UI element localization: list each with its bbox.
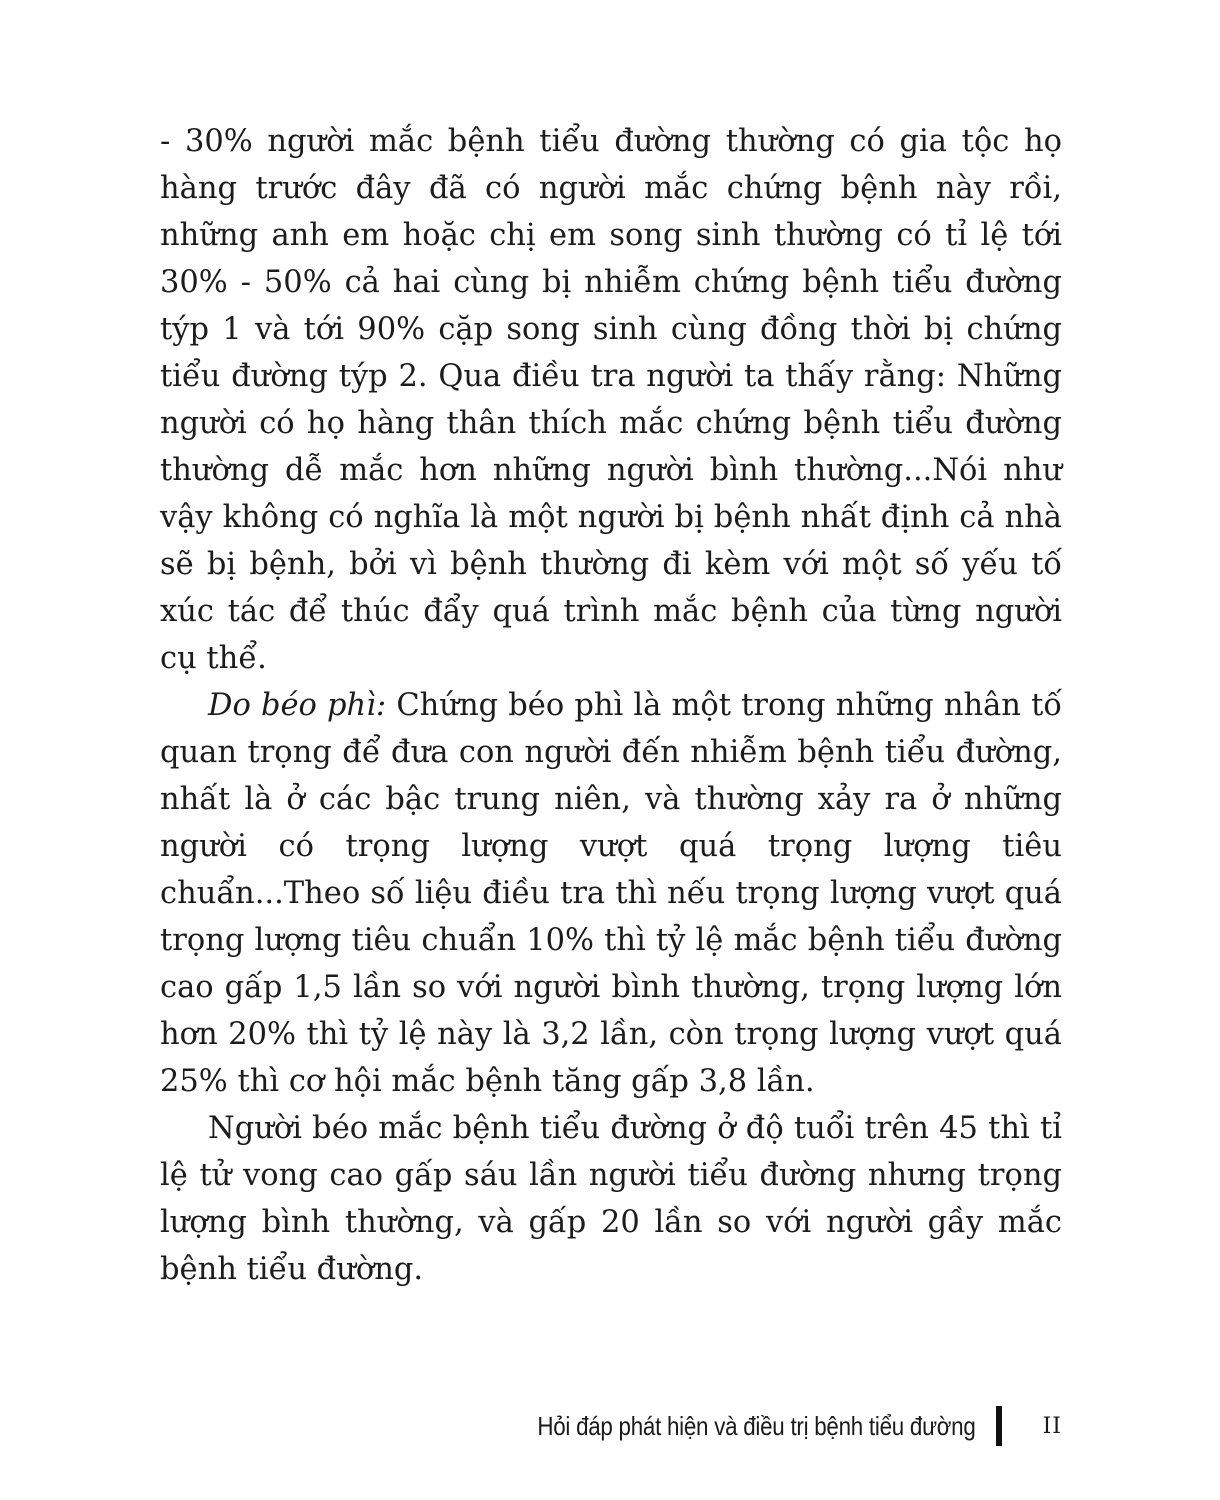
page-footer <box>160 1404 1062 1448</box>
footer-divider <box>996 1406 1002 1446</box>
book-title: Hỏi đáp phát hiện và điều trị bệnh tiểu đường <box>537 1410 976 1441</box>
paragraph-obesity-text: Chứng béo phì là một trong những nhân tố quan trọng để đưa con người đến nhiễm bệnh tiểu đường, nhất là ở các bậc trung niên, và thường xảy ra ở những người có trọng lượng vượt quá trọng lượng tiêu chuẩn...Theo số liệu điều tra thì nếu trọng lượng vượt quá trọng lượng tiêu chuẩn 10% thì tỷ lệ mắc bệnh tiểu đường cao gấp 1,5 lần so với người bình thường, trọng lượng lớn hơn 20% thì tỷ lệ này là 3,2 lần, còn trọng lượng vượt quá 25% thì cơ hội mắc bệnh tăng gấp 3,8 lần. <box>160 688 1062 1099</box>
paragraph-obesity <box>160 682 1062 1105</box>
paragraph-heredity: - 30% người mắc bệnh tiểu đường thường có gia tộc họ hàng trước đây đã có người mắc chứng bệnh này rồi, những anh em hoặc chị em song sinh thường có tỉ lệ tới 30% - 50% cả hai cùng bị nhiễm chứng bệnh tiểu đường týp 1 và tới 90% cặp song sinh cùng đồng thời bị chứng tiểu đường týp 2. Qua điều tra người ta thấy rằng: Những người có họ hàng thân thích mắc chứng bệnh tiểu đường thường dễ mắc hơn những người bình thường...Nói như vậy không có nghĩa là một người bị bệnh nhất định cả nhà sẽ bị bệnh, bởi vì bệnh thường đi kèm với một số yếu tố xúc tác để thúc đẩy quá trình mắc bệnh của từng người cụ thể. <box>160 124 1062 676</box>
page-body <box>160 118 1062 1293</box>
paragraph-obesity-lead: Do béo phì: <box>208 688 387 723</box>
page-number: II <box>1042 1413 1062 1439</box>
paragraph-mortality: Người béo mắc bệnh tiểu đường ở độ tuổi trên 45 thì tỉ lệ tử vong cao gấp sáu lần người tiểu đường nhưng trọng lượng bình thường, và gấp 20 lần so với người gầy mắc bệnh tiểu đường. <box>160 1111 1062 1287</box>
